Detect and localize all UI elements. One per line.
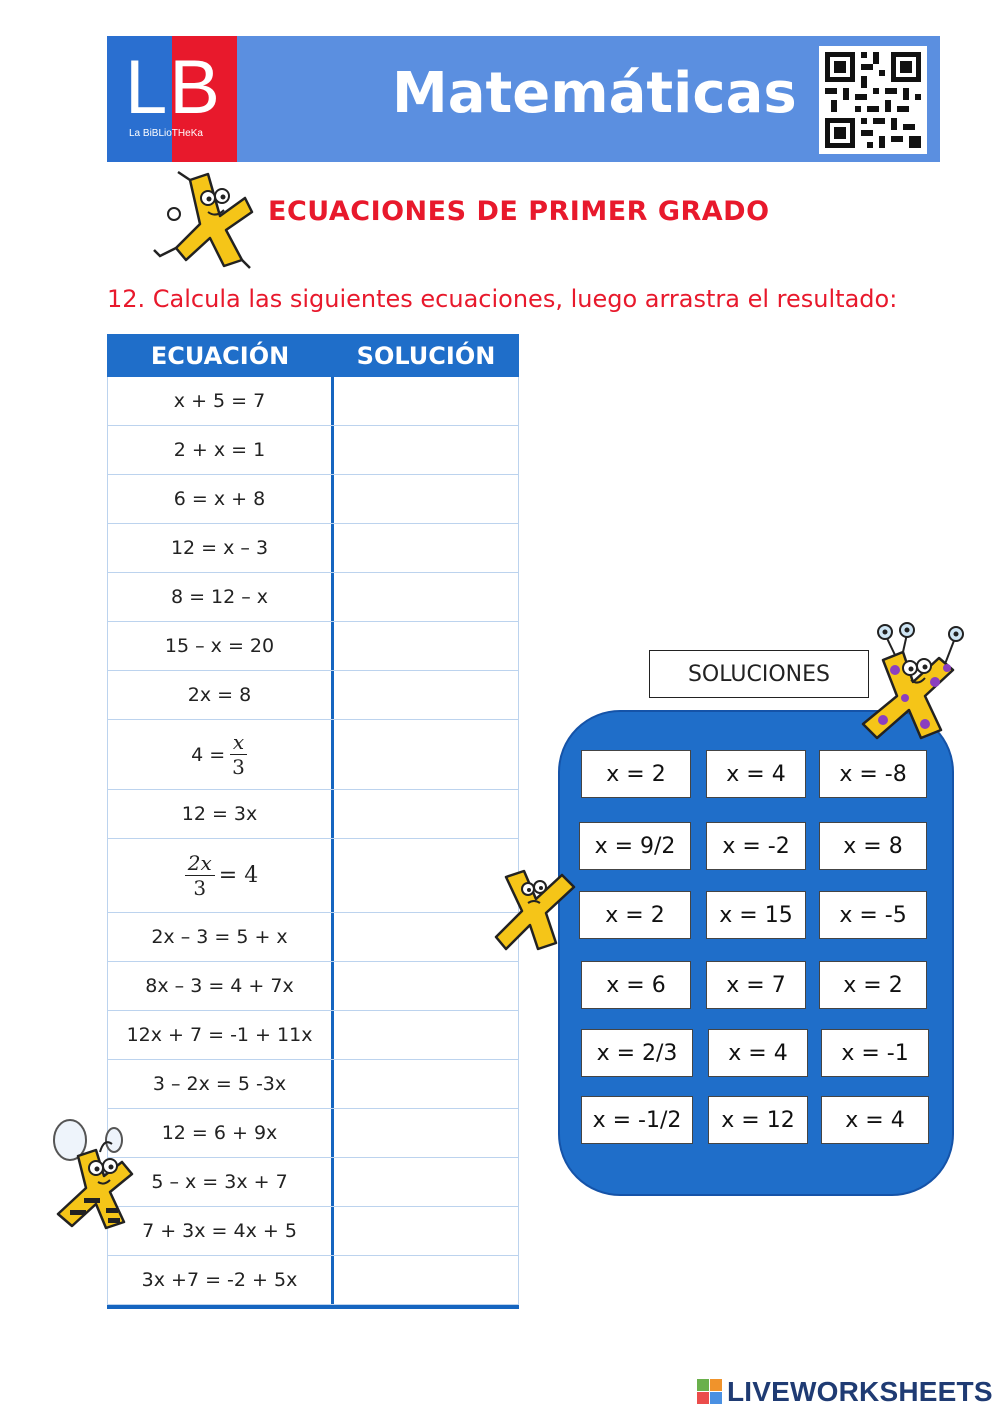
solution-chip[interactable]: x = 4: [708, 1029, 808, 1077]
logo: [107, 36, 237, 162]
table-row: [107, 962, 519, 1011]
solution-chip[interactable]: x = -1/2: [581, 1096, 693, 1144]
column-header-equation: ECUACIÓN: [150, 341, 290, 370]
solution-chip[interactable]: x = 4: [821, 1096, 929, 1144]
equation-cell: 5 – x = 3x + 7: [107, 1158, 334, 1206]
solution-chip[interactable]: x = 12: [708, 1096, 808, 1144]
solution-drop-cell[interactable]: [334, 790, 519, 838]
section-title: ECUACIONES DE PRIMER GRADO: [268, 196, 770, 227]
solution-chip[interactable]: x = -8: [819, 750, 927, 798]
table-body: [107, 377, 519, 1305]
equation-cell: 8 = 12 – x: [107, 573, 334, 621]
table-row: [107, 622, 519, 671]
table-row: [107, 377, 519, 426]
table-row: [107, 1256, 519, 1305]
fraction-denominator: 3: [232, 755, 245, 779]
solution-drop-cell[interactable]: [334, 1158, 519, 1206]
equation-cell: 12 = x – 3: [107, 524, 334, 572]
column-header-solution: SOLUCIÓN: [356, 341, 496, 370]
equation-cell: 12 = 3x: [107, 790, 334, 838]
table-row: [107, 671, 519, 720]
solutions-label: SOLUCIONES: [649, 650, 869, 698]
equation-cell: x + 5 = 7: [107, 377, 334, 425]
equation-cell: 15 – x = 20: [107, 622, 334, 670]
equation-cell: 2x – 3 = 5 + x: [107, 913, 334, 961]
equation-cell: 3x +7 = -2 + 5x: [107, 1256, 334, 1304]
table-row: [107, 524, 519, 573]
solution-drop-cell[interactable]: [334, 475, 519, 523]
solution-drop-cell[interactable]: [334, 1060, 519, 1108]
liveworksheets-icon: [697, 1379, 723, 1405]
table-row: [107, 1109, 519, 1158]
equations-table: [107, 334, 519, 1309]
equation-text: = 4: [218, 863, 259, 888]
table-row: [107, 475, 519, 524]
solution-chip[interactable]: x = 9/2: [579, 822, 691, 870]
solution-drop-cell[interactable]: [334, 524, 519, 572]
table-row: [107, 790, 519, 839]
fraction-numerator: x: [230, 730, 247, 755]
fraction: [229, 730, 248, 779]
table-row: [107, 720, 519, 790]
qr-code-icon: [819, 46, 927, 154]
solution-drop-cell[interactable]: [334, 1011, 519, 1059]
solution-chip[interactable]: x = 6: [581, 961, 691, 1009]
solution-chip[interactable]: x = 2: [819, 961, 927, 1009]
table-row: [107, 1158, 519, 1207]
equation-cell: 6 = x + 8: [107, 475, 334, 523]
fraction-numerator: 2x: [185, 851, 215, 876]
equation-cell: 12x + 7 = -1 + 11x: [107, 1011, 334, 1059]
solution-chip[interactable]: x = -1: [821, 1029, 929, 1077]
solution-chip[interactable]: x = -2: [706, 822, 806, 870]
footer-logo: [697, 1376, 993, 1408]
solution-chip[interactable]: x = 7: [706, 961, 806, 1009]
logo-subtitle: La BiBLioTHeKa: [129, 128, 203, 139]
solution-chip[interactable]: x = 8: [819, 822, 927, 870]
x-mascot-icon: [150, 168, 260, 277]
equation-cell: 8x – 3 = 4 + 7x: [107, 962, 334, 1010]
solution-chip[interactable]: x = 15: [706, 891, 806, 939]
table-header: [107, 334, 519, 377]
table-row: [107, 573, 519, 622]
equation-cell: 3 – 2x = 5 -3x: [107, 1060, 334, 1108]
equation-text: 4 =: [191, 743, 226, 766]
solution-chip[interactable]: x = 2: [579, 891, 691, 939]
solution-drop-cell[interactable]: [334, 671, 519, 719]
solution-drop-cell[interactable]: [334, 962, 519, 1010]
page-title: Matemáticas: [392, 61, 797, 126]
fraction: [185, 851, 215, 900]
solution-chip[interactable]: x = 4: [706, 750, 806, 798]
solution-drop-cell[interactable]: [334, 1207, 519, 1255]
solution-chip[interactable]: x = -5: [819, 891, 927, 939]
equation-cell: 2 + x = 1: [107, 426, 334, 474]
solution-drop-cell[interactable]: [334, 1256, 519, 1304]
solution-drop-cell[interactable]: [334, 720, 519, 789]
solution-chip[interactable]: x = 2: [581, 750, 691, 798]
instruction-text: 12. Calcula las siguientes ecuaciones, luego arrastra el resultado:: [107, 285, 898, 313]
equation-cell: [107, 839, 334, 912]
table-row: [107, 426, 519, 475]
solution-drop-cell[interactable]: [334, 1109, 519, 1157]
table-row: [107, 1060, 519, 1109]
footer-brand: LIVEWORKSHEETS: [727, 1376, 993, 1407]
equation-cell: 2x = 8: [107, 671, 334, 719]
table-row: [107, 1011, 519, 1060]
table-row: [107, 1207, 519, 1256]
x-mascot-left-icon: [492, 865, 582, 959]
header-banner: [107, 36, 940, 162]
table-row: [107, 839, 519, 913]
solution-drop-cell[interactable]: [334, 573, 519, 621]
table-row: [107, 913, 519, 962]
solution-drop-cell[interactable]: [334, 426, 519, 474]
spotted-x-mascot-icon: [855, 620, 967, 749]
bee-mascot-icon: [48, 1118, 138, 1242]
solution-drop-cell[interactable]: [334, 377, 519, 425]
equation-cell: 7 + 3x = 4x + 5: [107, 1207, 334, 1255]
logo-letters: LB: [125, 45, 222, 130]
equation-cell: 12 = 6 + 9x: [107, 1109, 334, 1157]
solution-drop-cell[interactable]: [334, 622, 519, 670]
fraction-denominator: 3: [193, 876, 207, 900]
solution-chip[interactable]: x = 2/3: [581, 1029, 693, 1077]
equation-cell: [107, 720, 334, 789]
